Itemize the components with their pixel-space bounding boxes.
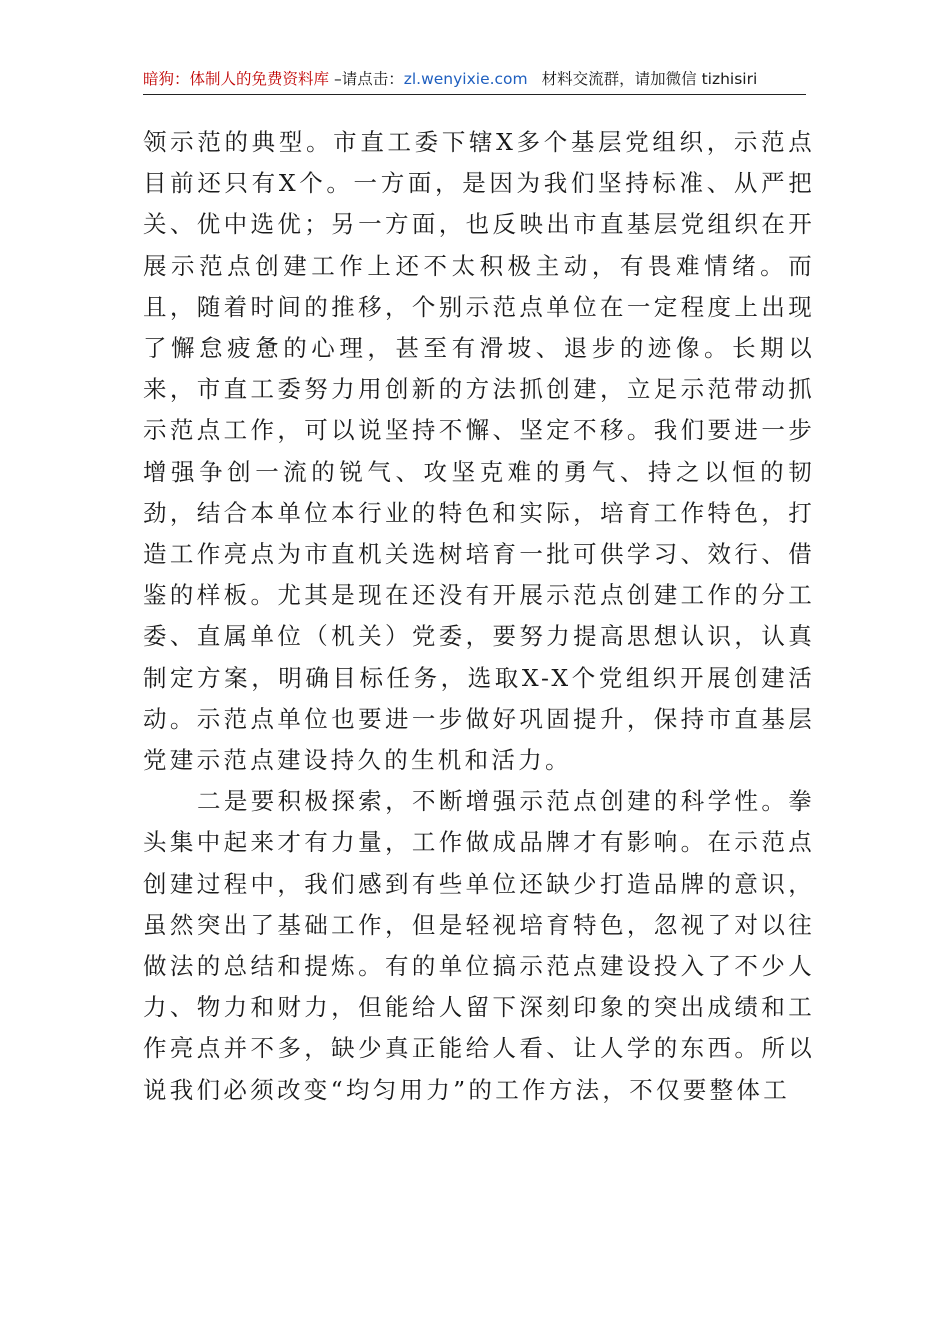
header-brand: 暗狗：体制人的免费资料库 <box>143 70 330 88</box>
header-prompt: –请点击： <box>329 70 404 88</box>
page-header <box>143 64 806 95</box>
document-body <box>143 122 815 1111</box>
header-wechat-note: 材料交流群，请加微信 tizhisiri <box>541 70 758 88</box>
header-link[interactable]: zl.wenyixie.com <box>403 70 528 88</box>
paragraph-section-two: 二是要积极探索，不断增强示范点创建的科学性。拳头集中起来才有力量，工作做成品牌才有影响。在示范点创建过程中，我们感到有些单位还缺少打造品牌的意识，虽然突出了基础工作，但是轻视培育特色，忽视了对以往做法的总结和提炼。有的单位搞示范点建设投入了不少人力、物力和财力，但能给人留下深刻印象的突出成绩和工作亮点并不多，缺少真正能给人看、让人学的东西。所以说我们必须改变“均匀用力”的工作方法，不仅要整体工 <box>143 787 815 1104</box>
paragraph-continued: 领示范的典型。市直工委下辖X多个基层党组织，示范点目前还只有X个。一方面，是因为我们坚持标准、从严把关、优中选优；另一方面，也反映出市直基层党组织在开展示范点创建工作上还不太积极主动，有畏难情绪。而且，随着时间的推移，个别示范点单位在一定程度上出现了懈怠疲惫的心理，甚至有滑坡、退步的迹像。长期以来，市直工委努力用创新的方法抓创建，立足示范带动抓示范点工作，可以说坚持不懈、坚定不移。我们要进一步增强争创一流的锐气、攻坚克难的勇气、持之以恒的韧劲，结合本单位本行业的特色和实际，培育工作特色，打造工作亮点为市直机关选树培育一批可供学习、效行、借鉴的样板。尤其是现在还没有开展示范点创建工作的分工委、直属单位（机关）党委，要努力提高思想认识，认真制定方案，明确目标任务，选取X-X个党组织开展创建活动。示范点单位也要进一步做好巩固提升，保持市直基层党建示范点建设持久的生机和活力。 <box>143 128 815 775</box>
